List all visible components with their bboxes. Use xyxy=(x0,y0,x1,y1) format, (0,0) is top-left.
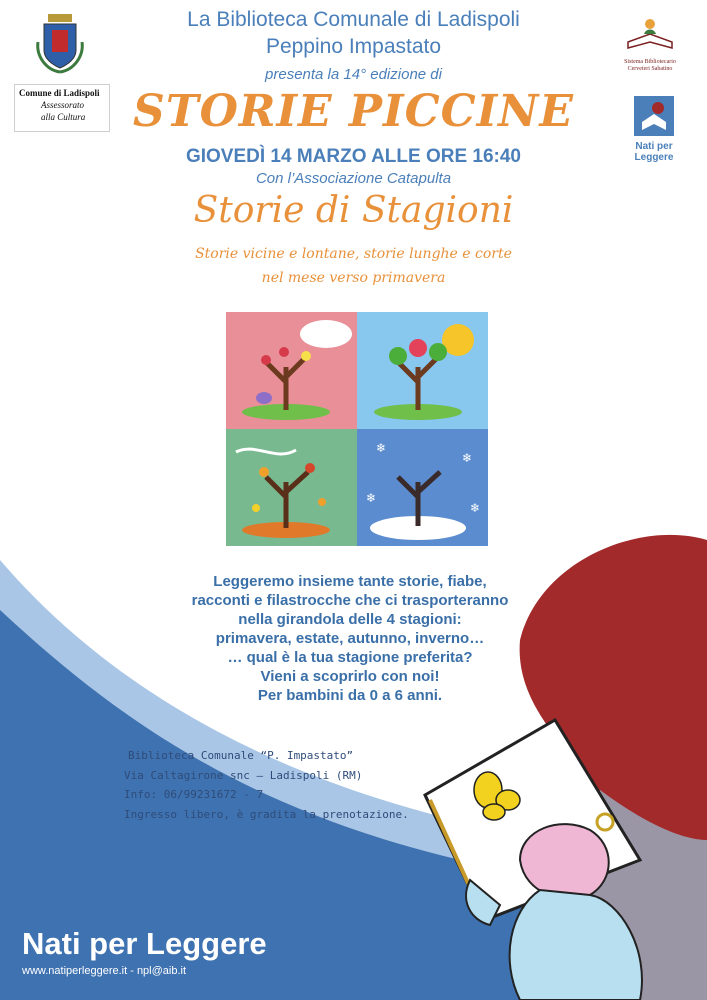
subtitle-line1: Storie vicine e lontane, storie lunghe e corte xyxy=(195,246,512,262)
comune-name: Comune di Ladispoli xyxy=(19,88,100,98)
subtitle-line2: nel mese verso primavera xyxy=(261,270,446,286)
sbcs-line2: Cerveteri Sabatino xyxy=(627,66,673,72)
association-line: Con l’Associazione Catapulta xyxy=(255,170,452,187)
address-line: Info: 06/99231672 - 7 xyxy=(124,788,264,801)
address-line: Ingresso libero, è gradita la prenotazione. xyxy=(124,807,409,821)
description-line: Vieni a scoprirlo con noi! xyxy=(260,668,440,685)
presents-line: presenta la 14° edizione di xyxy=(265,66,442,83)
npl-line1: Nati per xyxy=(635,141,673,152)
description-line: racconti e filastrocche che ci trasporteranno xyxy=(191,592,509,609)
series-title: STORIE PICCINE xyxy=(133,86,574,137)
description-line: primavera, estate, autunno, inverno… xyxy=(215,630,485,647)
svg-text:❄: ❄ xyxy=(470,501,481,515)
four-seasons-illustration xyxy=(226,312,488,546)
sbcs-line1: Sistema Bibliotecario xyxy=(624,59,676,65)
description-line: Per bambini da 0 a 6 anni. xyxy=(257,687,443,704)
svg-text:❄: ❄ xyxy=(376,441,387,455)
address-block xyxy=(124,746,409,824)
library-name-line1: La Biblioteca Comunale di Ladispoli xyxy=(187,8,520,31)
address-line: Biblioteca Comunale “P. Impastato” xyxy=(128,749,354,762)
assessorato-line2: alla Cultura xyxy=(41,112,86,122)
description-line: … qual è la tua stagione preferita? xyxy=(227,649,473,666)
library-name-line2: Peppino Impastato xyxy=(265,35,442,58)
footer-contacts[interactable]: www.natiperleggere.it - npl@aib.it xyxy=(22,965,187,977)
svg-text:❄: ❄ xyxy=(366,491,377,505)
event-date-time: GIOVEDÌ 14 MARZO ALLE ORE 16:40 xyxy=(185,146,522,167)
description xyxy=(150,572,550,705)
description-line: nella girandola delle 4 stagioni: xyxy=(238,611,462,628)
description-line: Leggeremo insieme tante storie, fiabe, xyxy=(213,573,487,590)
svg-text:❄: ❄ xyxy=(462,451,473,465)
npl-line2: Leggere xyxy=(634,152,674,163)
address-line: Via Caltagirone snc – Ladispoli (RM) xyxy=(124,768,363,782)
event-title: Storie di Stagioni xyxy=(193,190,514,231)
assessorato-line1: Assessorato xyxy=(41,100,85,110)
footer-title: Nati per Leggere xyxy=(22,926,267,961)
